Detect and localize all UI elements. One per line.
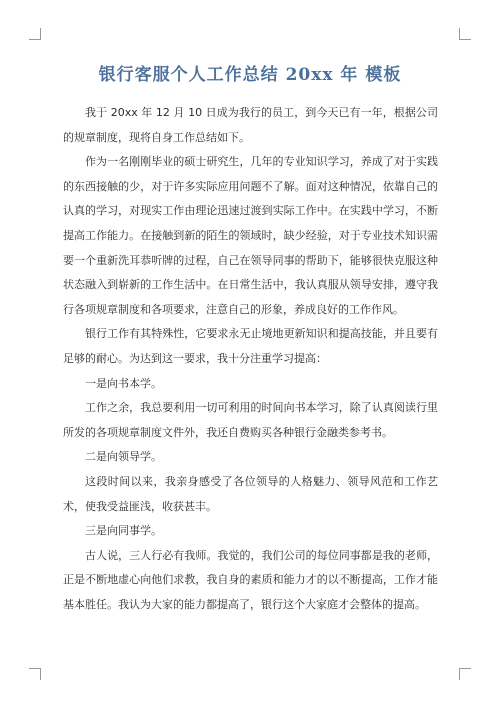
crop-mark-bottom-left <box>29 668 41 680</box>
paragraph-colleagues: 古人说，三人行必有我师。我觉的，我们公司的每位同事都是我的老师，正是不断地虚心向他们求教，我自身的素质和能力才的以不断提高，工作才能基本胜任。我认为大家的能力都提高了，银行这个大家庭才会整体的提高。 <box>63 548 438 611</box>
crop-mark-top-left <box>29 28 41 40</box>
crop-mark-top-right <box>459 28 471 40</box>
paragraph-leaders: 这段时间以来，我亲身感受了各位领导的人格魅力、领导风范和工作艺术，使我受益匪浅，收获甚丰。 <box>63 474 438 513</box>
crop-mark-bottom-right <box>459 668 471 680</box>
paragraph-heading-colleagues: 三是向同事学。 <box>85 524 162 538</box>
paragraph-heading-books: 一是向书本学。 <box>85 376 162 390</box>
paragraph-learning: 银行工作有其特殊性，它要求永无止境地更新知识和提高技能，并且要有足够的耐心。为达到这一要求，我十分注重学习提高： <box>63 327 438 365</box>
document-title: 银行客服个人工作总结 20xx 年 模板 <box>98 65 402 85</box>
paragraph-intro: 我于 20xx 年 12 月 10 日成为我行的员工，到今天已有一年，根据公司的规章制度，现将自身工作总结如下。 <box>63 106 438 144</box>
document-body <box>63 101 438 617</box>
paragraph-background: 作为一名刚刚毕业的硕士研究生，几年的专业知识学习，养成了对于实践的东西接触的少，对于许多实际应用问题不了解。面对这种情况，依靠自己的认真的学习，对现实工作由理论迅速过渡到实际工作中。在实践中学习，不断提高工作能力。在接触到新的陌生的领域时，缺少经验，对于专业技术知识需要一个重新洗耳恭听牌的过程，自己在领导同事的帮助下，能够很快克服这种状态融入到崭新的工作生活中。在日常生活中，我认真服从领导安排，遵守我行各项规章制度和各项要求，注意自己的形象，养成良好的工作作风。 <box>63 155 438 316</box>
paragraph-books: 工作之余，我总要利用一切可利用的时间向书本学习，除了认真阅读行里所发的各项规章制度文件外，我还自费购买各种银行金融类参考书。 <box>63 401 438 439</box>
paragraph-heading-leaders: 二是向领导学。 <box>85 450 162 464</box>
